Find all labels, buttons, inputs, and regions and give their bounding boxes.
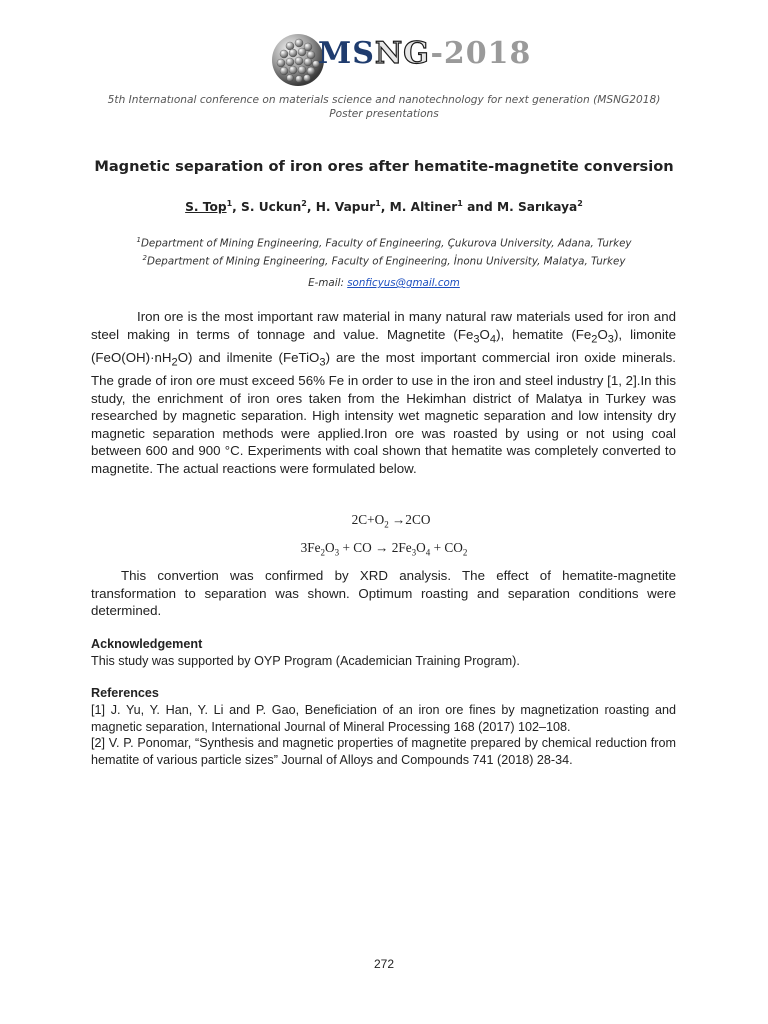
subscript: 3: [607, 333, 614, 346]
email-link[interactable]: sonficyus@gmail.com: [347, 277, 460, 289]
author-sep: and: [462, 200, 497, 215]
affiliations: [60, 233, 708, 270]
conference-title: 5th Internatıonal conference on materials science and nanotechnology for next generation (MSNG2018): [107, 94, 661, 106]
page-number: 272: [373, 957, 395, 971]
author-sep: ,: [232, 200, 242, 215]
equation-text: →2CO: [388, 512, 431, 527]
author-name: S. Top: [185, 200, 227, 215]
conference-header: [60, 93, 708, 121]
author-affil-sup: 2: [301, 199, 307, 208]
subscript: 2: [462, 547, 468, 558]
references-list: [91, 702, 676, 768]
author-name: M. Sarıkaya: [496, 200, 578, 215]
acknowledgement-text: This study was supported by OYP Program (Academician Training Program).: [91, 654, 520, 668]
equation-text: 3Fe: [300, 540, 321, 555]
logo-ms-text: MS: [318, 36, 375, 71]
affiliation-1: [60, 233, 708, 251]
affiliation-sup: 1: [136, 236, 141, 244]
reference-item: [2] V. P. Ponomar, “Synthesis and magnetic properties of magnetite prepared by chemical reduction from hematite of various particle sizes” Journal of Alloys and Compounds 741 (2018) 28-34.: [91, 736, 676, 767]
abstract-paragraph-2: This convertion was confirmed by XRD analysis. The effect of hematite-magnetite transformation to separation was shown. Optimum roasting and separation conditions were determined.: [91, 568, 676, 619]
author-affil-sup: 1: [375, 199, 381, 208]
equation-text: 2C+O: [351, 512, 385, 527]
abstract-text: ), hematite (Fe: [496, 326, 592, 342]
author-name: H. Vapur: [315, 200, 376, 215]
subscript: 3: [411, 547, 417, 558]
equation-text: + CO: [430, 540, 463, 555]
abstract-text: ) are the most important commercial iron oxide minerals. The grade of iron ore must exceed 56% Fe in order to use in the iron and steel industry [1, 2].In this study, the enrichment of iron ores taken from the Hekimhan district of Malatya in Turkey was researched by magnetic separation. High intensity wet magnetic separation and low intensity dry magnetic separation methods were applied.Iron ore was roasted by using or not using coal between 600 and 900 °C. Experiments with coal shown that hematite was completely converted to magnetite. The actual reactions were formulated below.: [91, 349, 676, 477]
equation-text: O: [416, 540, 426, 555]
email-label: E-mail:: [308, 277, 348, 289]
author-name: S. Uckun: [241, 200, 302, 215]
affiliation-text: Department of Mining Engineering, Faculty of Engineering, Çukurova University, Adana, Turkey: [140, 237, 632, 250]
subscript: 2: [171, 356, 178, 369]
references-heading: References: [91, 686, 159, 700]
equation-text: + CO → 2Fe: [339, 540, 412, 555]
subscript: 2: [384, 519, 389, 530]
logo-ng-text: NG: [374, 36, 431, 71]
paper-title: Magnetic separation of iron ores after hematite-magnetite conversion: [94, 158, 674, 175]
author-affil-sup: 1: [457, 199, 463, 208]
subscript: 4: [425, 547, 431, 558]
subscript: 3: [319, 356, 326, 369]
author-list: [60, 199, 708, 214]
acknowledgement-heading: Acknowledgement: [91, 637, 203, 651]
author-affil-sup: 1: [226, 199, 233, 208]
session-title: Poster presentations: [329, 108, 439, 120]
logo-year-text: -2018: [430, 36, 532, 71]
author-affil-sup: 2: [577, 199, 583, 208]
affiliation-text: Department of Mining Engineering, Faculty of Engineering, İnonu University, Malatya, Turkey: [147, 255, 626, 268]
author-sep: ,: [380, 200, 390, 215]
abstract-text: O: [479, 326, 490, 342]
subscript: 2: [320, 547, 326, 558]
subscript: 2: [591, 333, 598, 346]
abstract-text: ), limonite (FeO(OH)·nH: [91, 326, 676, 365]
conference-logo: [268, 30, 532, 90]
logo-wordmark: [318, 36, 531, 71]
equation-2: [60, 540, 708, 558]
subscript: 4: [489, 333, 497, 346]
affiliation-sup: 2: [142, 254, 148, 263]
subscript: 3: [473, 333, 480, 346]
abstract-text: Iron ore is the most important raw material in many natural raw materials used for iron and steel making in terms of tonnage and value. Magnetite (Fe: [91, 309, 676, 342]
subscript: 3: [334, 547, 340, 558]
author-name: M. Altiner: [389, 200, 458, 215]
equation-text: O: [325, 540, 335, 555]
email-line: [60, 277, 708, 289]
author-sep: ,: [306, 200, 316, 215]
reference-item: [1] J. Yu, Y. Han, Y. Li and P. Gao, Beneficiation of an iron ore fines by magnetization roasting and magnetic separation, International Journal of Mineral Processing 168 (2017) 102–108.: [91, 703, 676, 734]
abstract-paragraph-1: [91, 308, 676, 478]
abstract-text: O: [597, 326, 608, 342]
affiliation-2: [60, 251, 708, 269]
abstract-text: O) and ilmenite (FeTiO: [177, 349, 320, 365]
equation-1: [60, 512, 708, 530]
